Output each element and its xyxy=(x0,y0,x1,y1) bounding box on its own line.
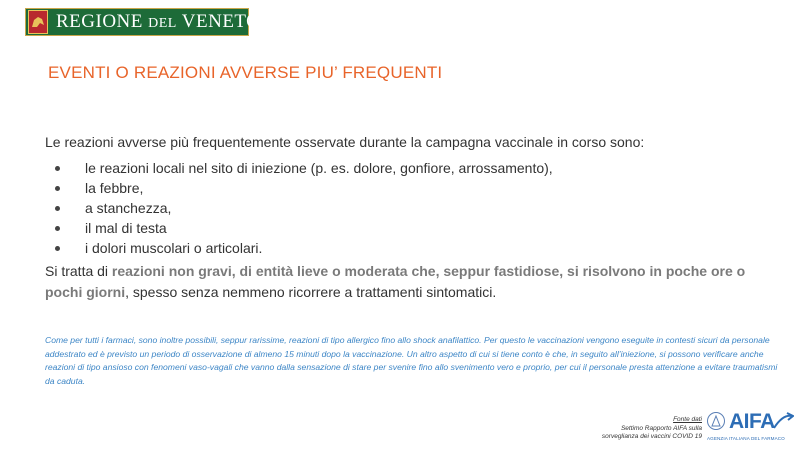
aifa-arrow-icon xyxy=(772,412,794,430)
bullet-icon xyxy=(55,226,60,231)
summary-paragraph xyxy=(45,261,765,303)
lion-crest-icon xyxy=(28,10,48,34)
aifa-mark: AIFA xyxy=(729,410,775,433)
list-item xyxy=(55,198,553,218)
italian-emblem-icon xyxy=(707,412,725,430)
list-item xyxy=(55,158,553,178)
source-line-2: sorveglianza dei vaccini COVID 19 xyxy=(601,433,702,440)
source-line-1: Settimo Rapporto AIFA sulla xyxy=(620,424,702,432)
bullet-icon xyxy=(55,246,60,251)
list-item xyxy=(55,238,553,258)
regione-veneto-logo xyxy=(25,8,261,36)
logo-text-regione: REGIONE xyxy=(56,11,149,32)
source-credit xyxy=(602,416,702,442)
aifa-logo xyxy=(707,410,793,444)
logo-text xyxy=(56,11,260,33)
list-item-text: le reazioni locali nel sito di iniezione (p. es. dolore, gonfiore, arrossamento), xyxy=(85,160,553,176)
summary-end: , spesso senza nemmeno ricorrere a trattamenti sintomatici. xyxy=(125,284,497,300)
allergy-note: Come per tutti i farmaci, sono inoltre possibili, seppur rarissime, reazioni di tipo allergico fino allo shock anafilattico. Per questo le vaccinazioni vengono eseguite in contesti sicuri da personale addestrato ed è previsto un periodo di osservazione di almeno 15 minuti dopo la vaccinazione. Un altro aspetto di cui si tiene conto è che, in seguito all’iniezione, si possono verificare anche reazioni di tipo ansioso con fenomeni vaso-vagali che vanno dalla sensazione di stare per svenire fino allo svenimento vero e proprio, per cui il personale presta attenzione a evitare traumatismi da caduta. xyxy=(45,335,778,386)
list-item-text: i dolori muscolari o articolari. xyxy=(85,240,263,256)
list-item-text: la febbre, xyxy=(85,180,144,196)
aifa-subtitle: AGENZIA ITALIANA DEL FARMACO xyxy=(707,436,785,441)
logo-text-del: DEL xyxy=(148,16,177,31)
summary-start: Si tratta di xyxy=(45,263,112,279)
page-title: EVENTI O REAZIONI AVVERSE PIU’ FREQUENTI xyxy=(48,63,443,82)
bullet-icon xyxy=(55,186,60,191)
list-item-text: il mal di testa xyxy=(85,220,167,236)
list-item xyxy=(55,218,553,238)
list-item xyxy=(55,178,553,198)
source-heading: Fonte dati xyxy=(673,416,702,423)
bullet-icon xyxy=(55,206,60,211)
logo-text-veneto: VENETO xyxy=(176,11,261,32)
bullet-icon xyxy=(55,166,60,171)
reactions-list xyxy=(55,158,553,258)
list-item-text: a stanchezza, xyxy=(85,200,172,216)
intro-text: Le reazioni avverse più frequentemente osservate durante la campagna vaccinale in corso sono: xyxy=(45,134,645,150)
summary-highlight: reazioni non gravi, di entità lieve o moderata che, seppur fastidiose, si risolvono in poche ore o pochi giorni xyxy=(45,263,746,300)
